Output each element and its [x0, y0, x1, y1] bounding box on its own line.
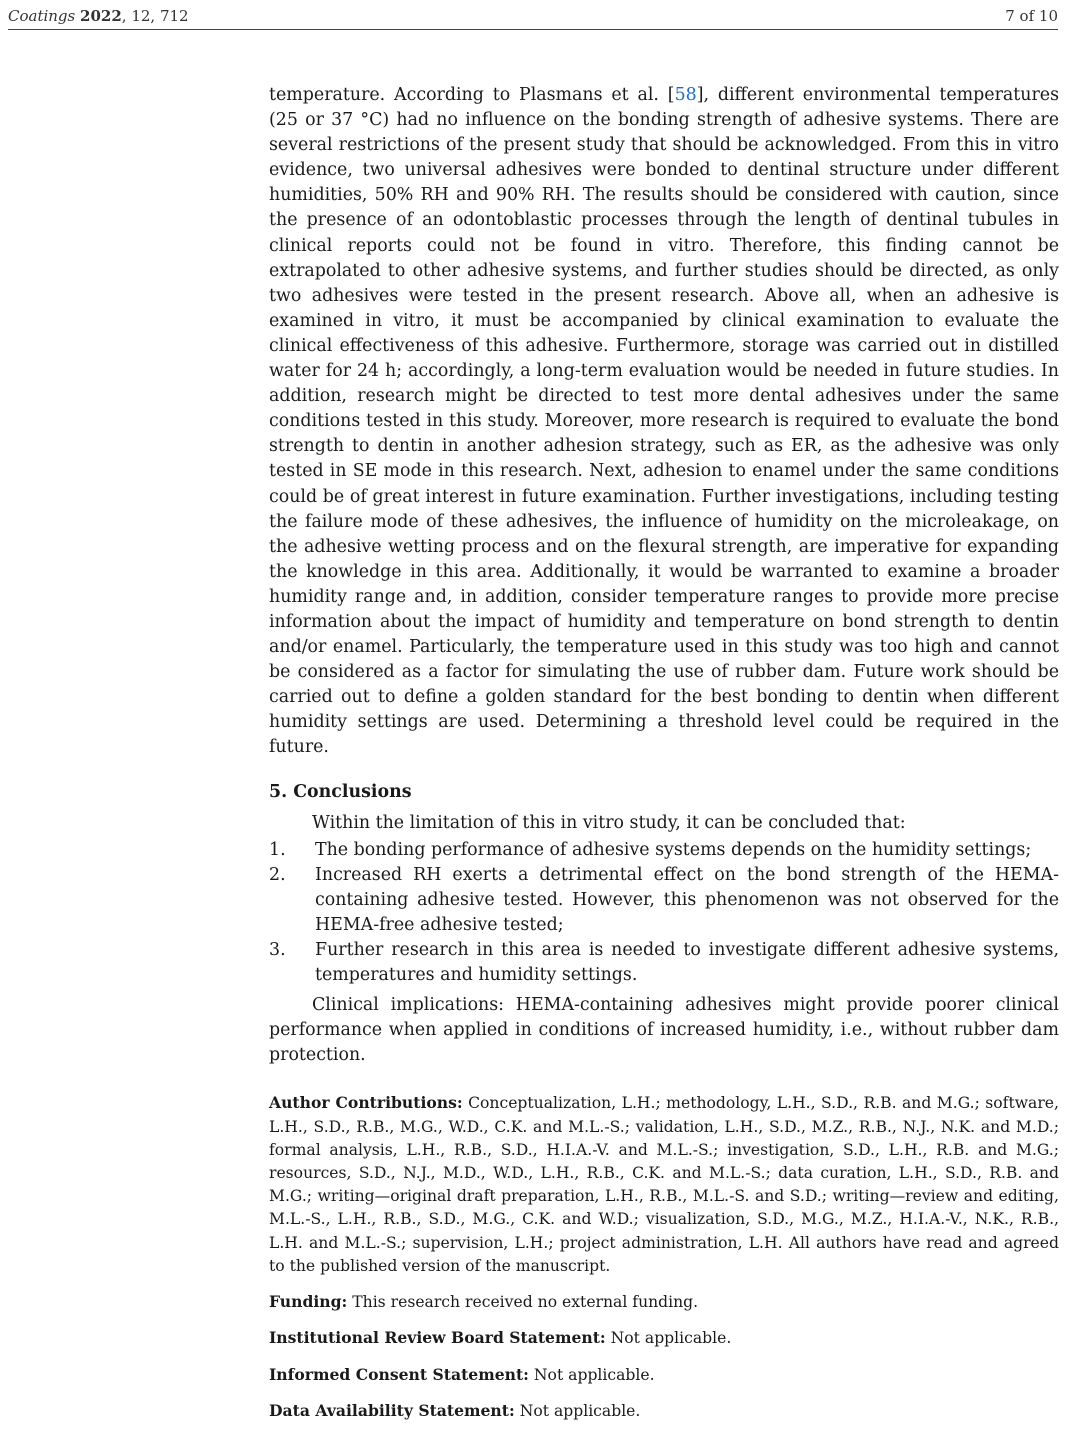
- author-contributions: [269, 1091, 1059, 1278]
- list-item-number: 3.: [269, 940, 286, 960]
- list-item: [269, 838, 1059, 863]
- clinical-implications: Clinical implications: HEMA-containing adhesives might provide poorer clinical performance when applied in conditions of increased humidity, i.e., without rubber dam protection.: [269, 995, 1059, 1066]
- data-availability-text: Not applicable.: [514, 1401, 641, 1420]
- journal-year: 2022: [80, 7, 122, 25]
- author-contributions-text: Conceptualization, L.H.; methodology, L.H., S.D., R.B. and M.G.; software, L.H., S.D., R.B., M.G., W.D., C.K. and M.L.-S.; validation, L.H., S.D., M.Z., R.B., N.J., N.K. and M.D.; formal analysis, L.H., R.B., S.D., H.I.A.-V. and M.L.-S.; investigation, S.D., L.H., R.B. and M.G.; resources, S.D., N.J., M.D., W.D., L.H., R.B., C.K. and M.L.-S.; data curation, L.H., S.D., R.B. and M.G.; writing—original draft preparation, L.H., R.B., M.L.-S. and S.D.; writing—review and editing, M.L.-S., L.H., R.B., S.D., M.G., C.K. and W.D.; visualization, S.D., M.G., M.Z., H.I.A.-V., N.K., R.B., L.H. and M.L.-S.; supervision, L.H.; project administration, L.H. All authors have read and agreed to the published version of the manuscript.: [269, 1094, 1059, 1275]
- journal-citation: [8, 7, 189, 25]
- list-item: [269, 863, 1059, 938]
- conclusions-list: [269, 838, 1059, 989]
- list-item-number: 1.: [269, 839, 286, 860]
- data-availability-statement: [269, 1399, 1059, 1423]
- back-matter: [269, 1091, 1059, 1422]
- journal-volume: , 12, 712: [121, 7, 189, 25]
- funding-label: Funding:: [269, 1292, 348, 1312]
- discussion-paragraph: [269, 83, 1059, 761]
- conclusions-intro: Within the limitation of this in vitro study, it can be concluded that:: [312, 812, 906, 833]
- irb-text: Not applicable.: [605, 1329, 732, 1348]
- irb-label: Institutional Review Board Statement:: [269, 1328, 606, 1348]
- page-content: [269, 83, 1059, 1435]
- list-item-text: Further research in this area is needed to investigate different adhesive systems, temperatures and humidity settings.: [315, 940, 1059, 986]
- list-item-text: The bonding performance of adhesive systems depends on the humidity settings;: [315, 839, 1032, 860]
- funding-text: This research received no external funding.: [347, 1293, 699, 1312]
- list-item: [269, 938, 1059, 988]
- discussion-text-start: temperature. According to Plasmans et al. [: [269, 85, 675, 105]
- author-contributions-label: Author Contributions:: [269, 1093, 463, 1113]
- citation-link[interactable]: 58: [674, 85, 697, 105]
- consent-text: Not applicable.: [528, 1365, 655, 1384]
- list-item-number: 2.: [269, 864, 286, 885]
- funding-statement: [269, 1290, 1059, 1314]
- page-number: 7 of 10: [1005, 7, 1058, 25]
- irb-statement: [269, 1326, 1059, 1350]
- journal-name: Coatings: [8, 7, 76, 25]
- list-item-text: Increased RH exerts a detrimental effect on the bond strength of the HEMA-containing adhesive tested. However, this phenomenon was not observed for the HEMA-free adhesive tested;: [315, 864, 1059, 935]
- data-availability-label: Data Availability Statement:: [269, 1400, 515, 1420]
- consent-statement: [269, 1363, 1059, 1387]
- section-title-conclusions: 5. Conclusions: [269, 781, 412, 802]
- discussion-text-rest: ], different environmental temperatures (25 or 37 °C) had no influence on the bonding strength of adhesive systems. There are several restrictions of the present study that should be acknowledged. From this in vitro evidence, two universal adhesives were bonded to dentinal structure under different humidities, 50% RH and 90% RH. The results should be considered with caution, since the presence of an odontoblastic processes through the length of dentinal tubules in clinical reports could not be found in vitro. Therefore, this finding cannot be extrapolated to other adhesive systems, and further studies should be directed, as only two adhesives were tested in the present research. Above all, when an adhesive is examined in vitro, it must be accompanied by clinical examination to evaluate the clinical effectiveness of this adhesive. Furthermore, storage was carried out in distilled water for 24 h; accordingly, a long-term evaluation would be needed in future studies. In addition, research might be directed to test more dental adhesives under the same conditions tested in this study. Moreover, more research is required to evaluate the bond strength to dentin in another adhesion strategy, such as ER, as the adhesive was only tested in SE mode in this research. Next, adhesion to enamel under the same conditions could be of great interest in future examination. Further investigations, including testing the failure mode of these adhesives, the influence of humidity on the microleakage, on the adhesive wetting process and on the flexural strength, are imperative for expanding the knowledge in this area. Additionally, it would be warranted to examine a broader humidity range and, in addition, consider temperature ranges to provide more precise information about the impact of humidity and temperature on bond strength to dentin and/or enamel. Particularly, the temperature used in this study was too high and cannot be considered as a factor for simulating the use of rubber dam. Future work should be carried out to define a golden standard for the best bonding to dentin when different humidity settings are used. Determining a threshold level could be required in the future.: [269, 85, 1059, 758]
- consent-label: Informed Consent Statement:: [269, 1364, 529, 1384]
- page-header: [8, 3, 1058, 30]
